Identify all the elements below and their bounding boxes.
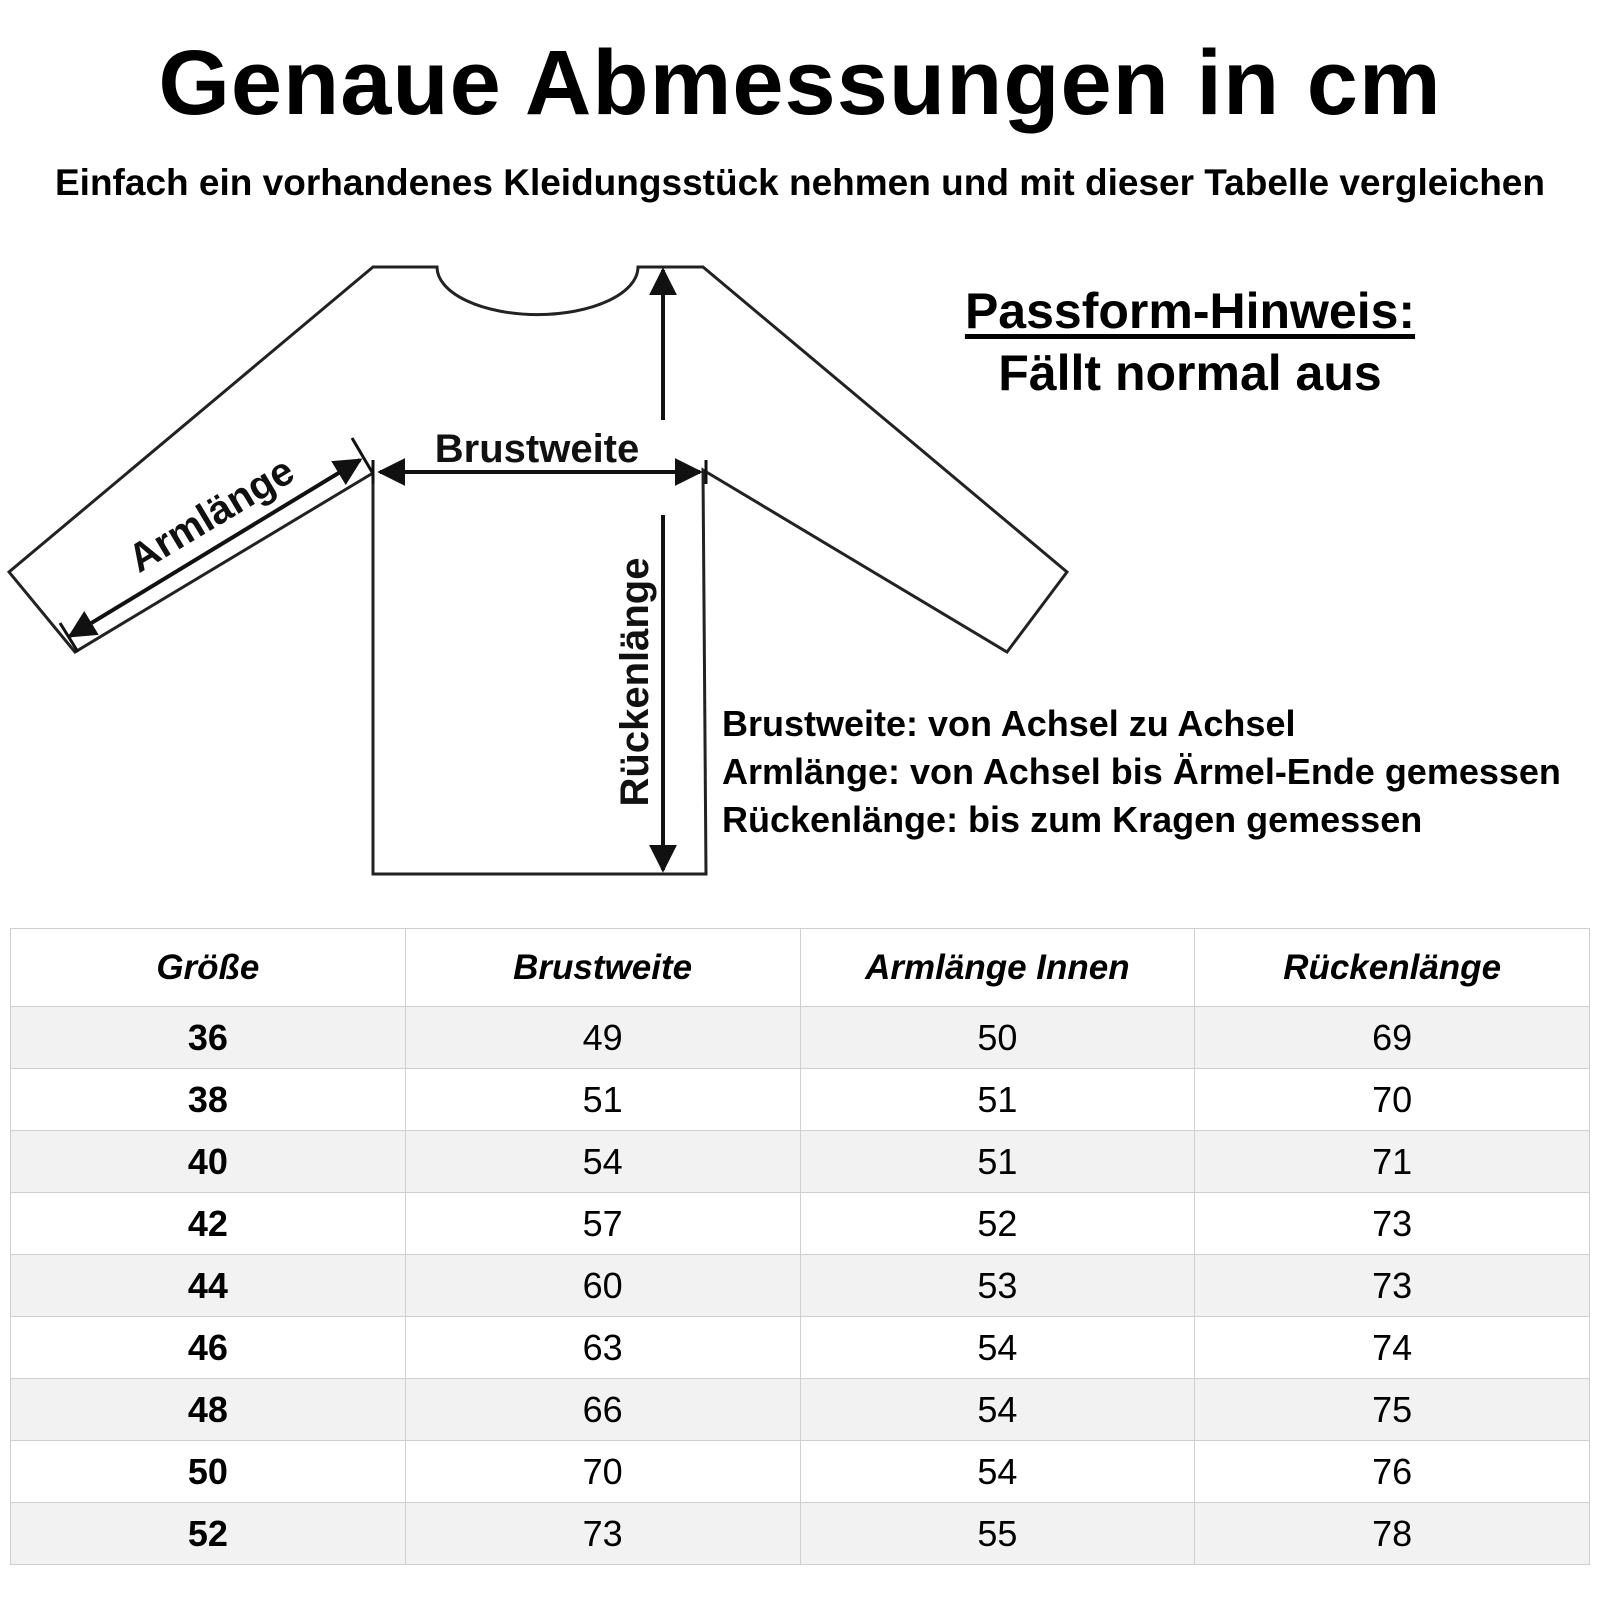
note-arm: Armlänge: von Achsel bis Ärmel-Ende gemessen (722, 751, 1561, 792)
cell-chest: 57 (405, 1193, 800, 1255)
page-subtitle: Einfach ein vorhandenes Kleidungsstück nehmen und mit dieser Tabelle vergleichen (55, 162, 1545, 203)
cell-chest: 63 (405, 1317, 800, 1379)
table-row (11, 1255, 1590, 1317)
cell-size: 50 (11, 1441, 406, 1503)
cell-size: 42 (11, 1193, 406, 1255)
cell-back: 73 (1195, 1193, 1590, 1255)
cell-arm: 51 (800, 1069, 1195, 1131)
note-back: Rückenlänge: bis zum Kragen gemessen (722, 799, 1423, 840)
measurement-notes (722, 700, 1561, 844)
cell-arm: 54 (800, 1441, 1195, 1503)
cell-size: 46 (11, 1317, 406, 1379)
cell-chest: 60 (405, 1255, 800, 1317)
col-header-chest: Brustweite (405, 929, 800, 1007)
cell-chest: 70 (405, 1441, 800, 1503)
cell-back: 76 (1195, 1441, 1590, 1503)
cell-arm: 55 (800, 1503, 1195, 1565)
table-row (11, 1379, 1590, 1441)
cell-back: 70 (1195, 1069, 1590, 1131)
cell-arm: 52 (800, 1193, 1195, 1255)
cell-size: 38 (11, 1069, 406, 1131)
cell-arm: 50 (800, 1007, 1195, 1069)
table-row (11, 1069, 1590, 1131)
table-row (11, 1193, 1590, 1255)
cell-size: 44 (11, 1255, 406, 1317)
table-row (11, 1317, 1590, 1379)
col-header-size: Größe (11, 929, 406, 1007)
back-label: Rückenlänge (613, 557, 657, 807)
table-row (11, 1131, 1590, 1193)
cell-size: 52 (11, 1503, 406, 1565)
cell-arm: 54 (800, 1379, 1195, 1441)
table-row (11, 1503, 1590, 1565)
chest-label: Brustweite (434, 427, 640, 471)
arm-label: Armlänge (120, 448, 302, 582)
fit-note-value: Fällt normal aus (998, 345, 1382, 401)
table-row (11, 1007, 1590, 1069)
col-header-arm: Armlänge Innen (800, 929, 1195, 1007)
table-row (11, 1441, 1590, 1503)
cell-chest: 49 (405, 1007, 800, 1069)
cell-arm: 51 (800, 1131, 1195, 1193)
cell-back: 73 (1195, 1255, 1590, 1317)
fit-note (890, 280, 1490, 404)
cell-size: 40 (11, 1131, 406, 1193)
page-title: Genaue Abmessungen in cm (158, 32, 1442, 134)
note-chest: Brustweite: von Achsel zu Achsel (722, 703, 1296, 744)
cell-chest: 73 (405, 1503, 800, 1565)
cell-arm: 54 (800, 1317, 1195, 1379)
cell-back: 75 (1195, 1379, 1590, 1441)
cell-back: 74 (1195, 1317, 1590, 1379)
size-table (10, 928, 1590, 1565)
cell-chest: 54 (405, 1131, 800, 1193)
col-header-back: Rückenlänge (1195, 929, 1590, 1007)
cell-chest: 51 (405, 1069, 800, 1131)
cell-size: 48 (11, 1379, 406, 1441)
cell-chest: 66 (405, 1379, 800, 1441)
cell-back: 69 (1195, 1007, 1590, 1069)
fit-note-heading: Passform-Hinweis: (964, 283, 1416, 339)
cell-arm: 53 (800, 1255, 1195, 1317)
cell-size: 36 (11, 1007, 406, 1069)
cell-back: 71 (1195, 1131, 1590, 1193)
cell-back: 78 (1195, 1503, 1590, 1565)
table-header-row (11, 929, 1590, 1007)
